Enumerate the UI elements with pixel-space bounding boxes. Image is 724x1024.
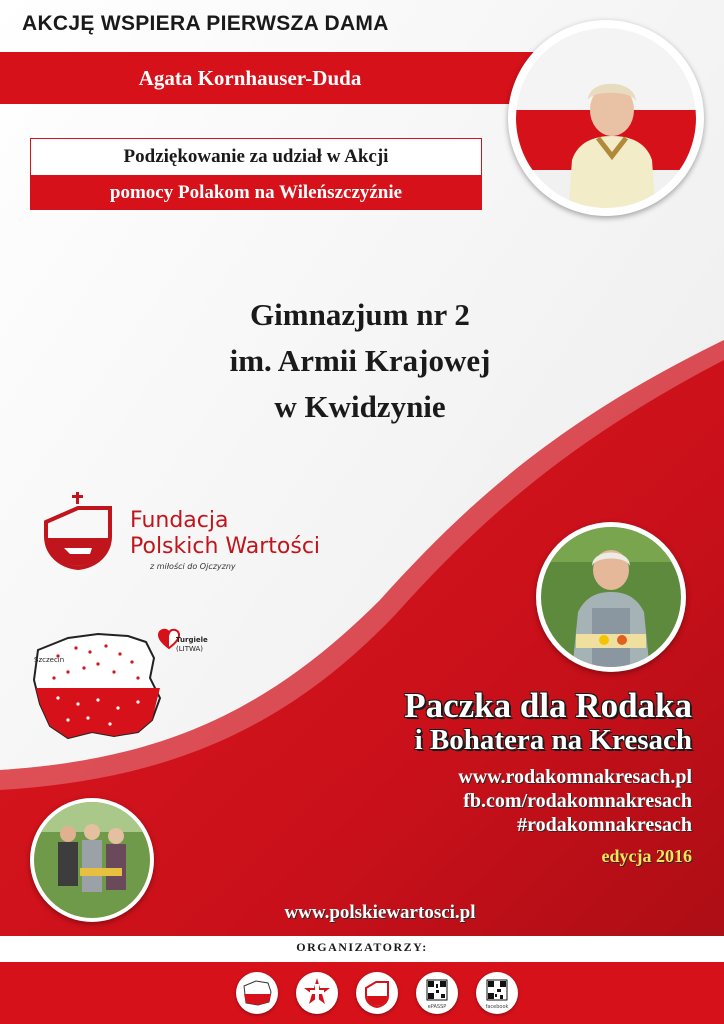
organizer-logo-caritas	[296, 972, 338, 1014]
campaign-website-link[interactable]: www.rodakomnakresach.pl	[458, 766, 692, 788]
qr-caption-2: facebook	[485, 1004, 509, 1010]
edition-label: edycja 2016	[601, 846, 692, 866]
first-lady-name: Agata Kornhauser-Duda	[138, 66, 362, 90]
thanks-line-2: pomocy Polakom na Wileńszczyźnie	[109, 182, 403, 203]
organizer-logo-map	[236, 972, 278, 1014]
school-line-1: Gimnazjum nr 2	[250, 297, 470, 332]
foundation-website-link[interactable]: www.polskiewartosci.pl	[284, 902, 476, 923]
group-photo	[30, 798, 154, 922]
elderly-woman-photo	[536, 522, 686, 672]
first-lady-photo	[508, 20, 704, 216]
destination-country: (LITWA)	[176, 645, 204, 653]
organizer-qr-code-1	[416, 972, 458, 1014]
organizer-logo-foundation	[356, 972, 398, 1014]
map-city-label: Szczecin	[34, 656, 65, 664]
foundation-name-line-1: Fundacja	[130, 508, 229, 533]
campaign-facebook-link[interactable]: fb.com/rodakomnakresach	[463, 790, 692, 812]
campaign-hashtag: #rodakomnakresach	[517, 814, 692, 836]
campaign-title-line-1: Paczka dla Rodaka	[404, 686, 692, 725]
foundation-logo-icon	[40, 492, 120, 572]
foundation-name-line-2: Polskich Wartości	[130, 534, 321, 559]
school-line-3: w Kwidzynie	[274, 389, 446, 424]
poland-map-icon	[28, 628, 168, 748]
foundation-tagline: z miłości do Ojczyzny	[150, 562, 236, 571]
school-name	[120, 292, 600, 430]
foundation-name	[130, 508, 320, 560]
qr-caption-1: ePASSP	[427, 1004, 447, 1010]
school-line-2: im. Armii Krajowej	[229, 343, 491, 378]
destination-label: Turgiele	[176, 636, 208, 644]
support-title: AKCJĘ WSPIERA PIERWSZA DAMA	[22, 12, 389, 35]
thanks-line-1: Podziękowanie za udział w Akcji	[123, 146, 389, 167]
organizer-qr-code-2	[476, 972, 518, 1014]
campaign-title-line-2: i Bohatera na Kresach	[414, 724, 692, 756]
organizers-label: ORGANIZATORZY:	[296, 940, 428, 954]
